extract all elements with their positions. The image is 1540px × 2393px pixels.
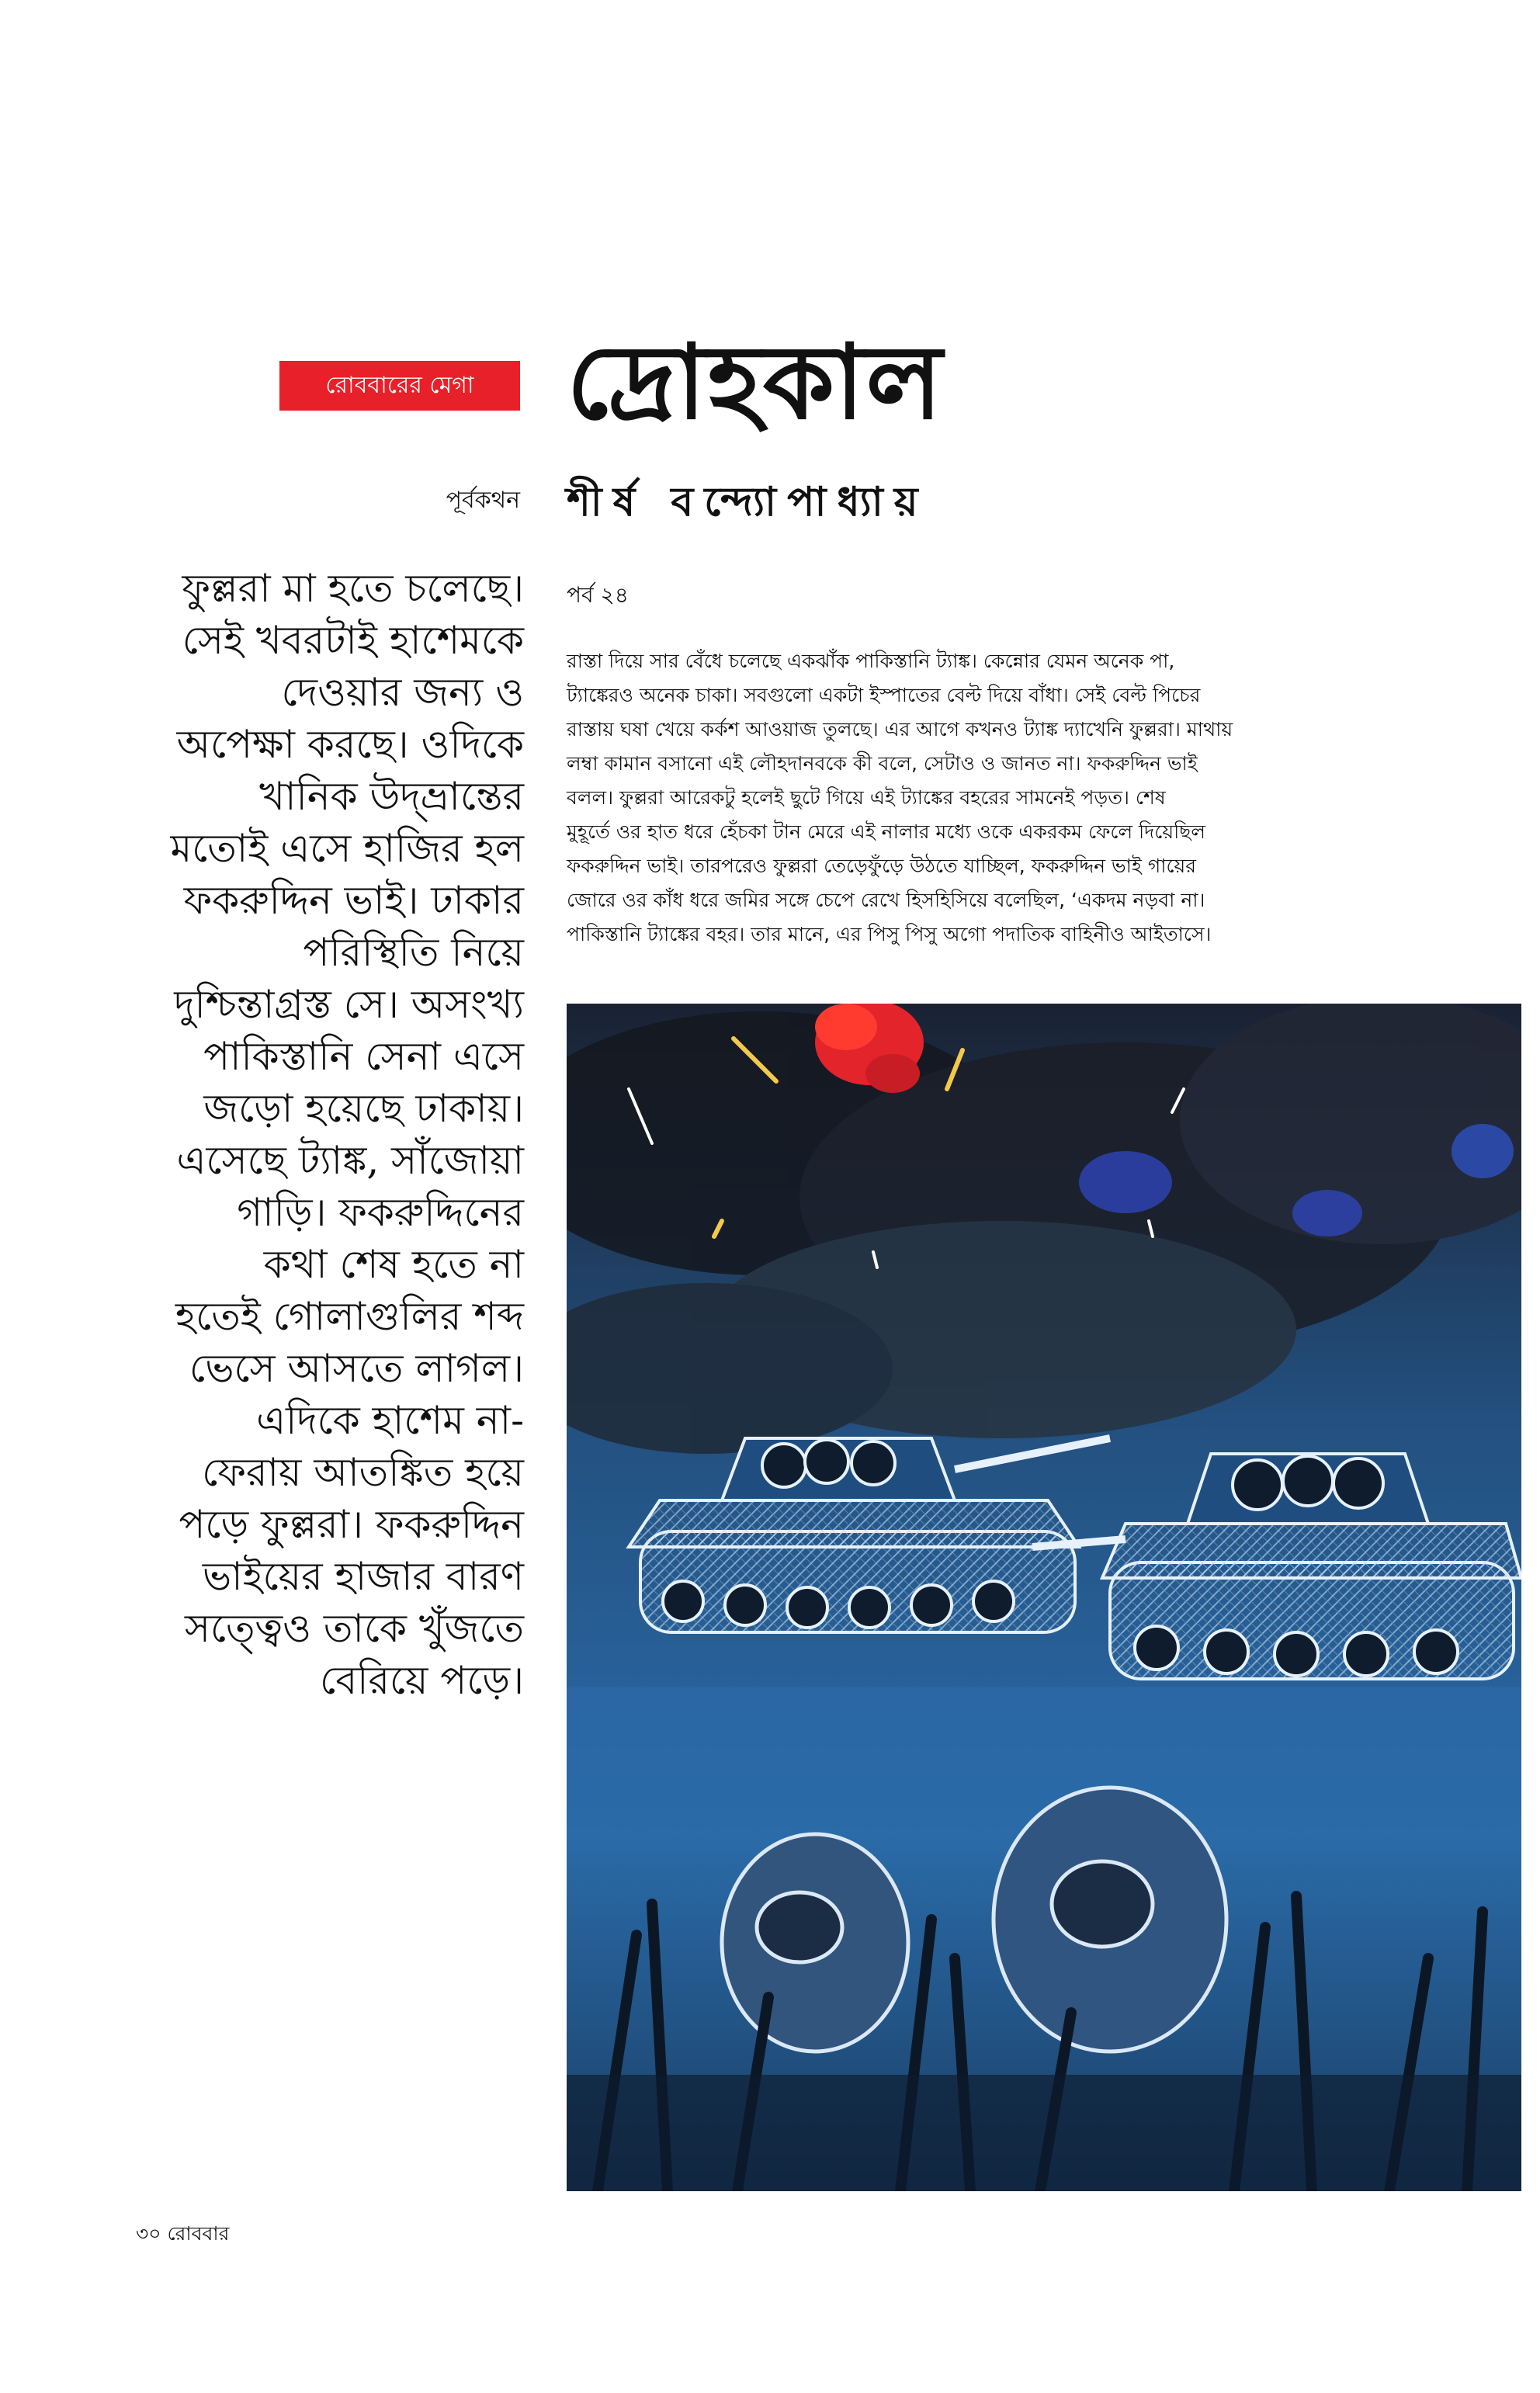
summary-line: জড়ো হয়েছে ঢাকায়। xyxy=(203,1086,524,1131)
summary-line: ফুল্লরা মা হতে চলেছে। xyxy=(182,566,524,611)
summary-line: এদিকে হাশেম না- xyxy=(256,1398,524,1443)
summary-line: গাড়ি। ফকরুদ্দিনের xyxy=(237,1190,524,1235)
summary-line: এসেছে ট্যাঙ্ক, সাঁজোয়া xyxy=(176,1138,524,1183)
body-line: বলল। ফুল্লরা আরেকটু হলেই ছুটে গিয়ে এই ট্যাঙ্কের বহরের সামনেই পড়ত। শেষ xyxy=(567,786,1166,809)
story-body xyxy=(567,644,1494,952)
series-badge: রোববারের মেগা xyxy=(279,361,520,411)
summary-line: কথা শেষ হতে না xyxy=(263,1242,524,1287)
body-line: রাস্তা দিয়ে সার বেঁধে চলেছে একঝাঁক পাকিস্তানি ট্যাঙ্ক। কেন্নোর যেমন অনেক পা, xyxy=(567,650,1175,672)
summary-line: অপেক্ষা করছে। ওদিকে xyxy=(176,722,524,767)
summary-line: পড়ে ফুল্লরা। ফকরুদ্দিন xyxy=(179,1502,524,1547)
grass-shadow xyxy=(567,2075,1521,2191)
summary-line: ফেরায় আতঙ্কিত হয়ে xyxy=(202,1450,524,1495)
body-line: মুহূর্তে ওর হাত ধরে হেঁচকা টান মেরে এই নালার মধ্যে ওকে একরকম ফেলে দিয়েছিল xyxy=(567,820,1206,843)
summary-line: ফকরুদ্দিন ভাই। ঢাকার xyxy=(183,878,524,923)
summary-line: পাকিস্তানি সেনা এসে xyxy=(203,1034,524,1079)
body-line: রাস্তায় ঘষা খেয়ে কর্কশ আওয়াজ তুলছে। এর আগে কখনও ট্যাঙ্ক দ্যাখেনি ফুল্লরা। মাথায় xyxy=(567,718,1233,740)
episode-number: পর্ব ২৪ xyxy=(567,582,629,608)
summary-line: সেই খবরটাই হাশেমকে xyxy=(182,618,524,663)
body-line: ট্যাঙ্কেরও অনেক চাকা। সবগুলো একটা ইস্পাতের বেল্ট দিয়ে বাঁধা। সেই বেল্ট পিচের xyxy=(567,684,1201,706)
road-surface xyxy=(567,1687,1521,1803)
summary-line: মতোই এসে হাজির হল xyxy=(170,826,524,871)
body-line: ফকরুদ্দিন ভাই। তারপরেও ফুল্লরা তেড়েফুঁড়ে উঠতে যাচ্ছিল, ফকরুদ্দিন ভাই গায়ের xyxy=(567,855,1197,877)
summary-line: খানিক উদ্‌ভ্রান্তের xyxy=(259,774,524,819)
summary-line: দেওয়ার জন্য ও xyxy=(281,670,524,715)
body-line: জোরে ওর কাঁধ ধরে জমির সঙ্গে চেপে রেখে হিসহিসিয়ে বলেছিল, ‘একদম নড়বা না। xyxy=(567,889,1205,911)
previously-summary xyxy=(93,563,524,1707)
summary-line: ভাইয়ের হাজার বারণ xyxy=(202,1554,524,1599)
summary-line: সত্ত্বেও তাকে খুঁজতে xyxy=(184,1606,524,1651)
summary-line: হতেই গোলাগুলির শব্দ xyxy=(175,1294,524,1339)
story-title: দ্রোহকাল xyxy=(567,322,944,442)
tank-night-illustration xyxy=(567,1004,1521,2191)
body-line: লম্বা কামান বসানো এই লৌহদানবকে কী বলে, সেটাও ও জানত না। ফকরুদ্দিন ভাই xyxy=(567,752,1198,775)
summary-line: ভেসে আসতে লাগল। xyxy=(189,1346,524,1391)
page-footer: ৩০ রোববার xyxy=(136,2222,230,2245)
summary-line: বেরিয়ে পড়ে। xyxy=(320,1658,524,1703)
previously-label: পূর্বকথন xyxy=(446,487,520,514)
summary-line: পরিস্থিতি নিয়ে xyxy=(303,930,524,975)
author-name: শীর্ষ বন্দ্যোপাধ্যায় xyxy=(567,478,929,525)
body-line: পাকিস্তানি ট্যাঙ্কের বহর। তার মানে, এর পিসু পিসু অগো পদাতিক বাহিনীও আইতাসে। xyxy=(567,923,1212,945)
summary-line: দুশ্চিন্তাগ্রস্ত সে। অসংখ্য xyxy=(174,982,524,1027)
